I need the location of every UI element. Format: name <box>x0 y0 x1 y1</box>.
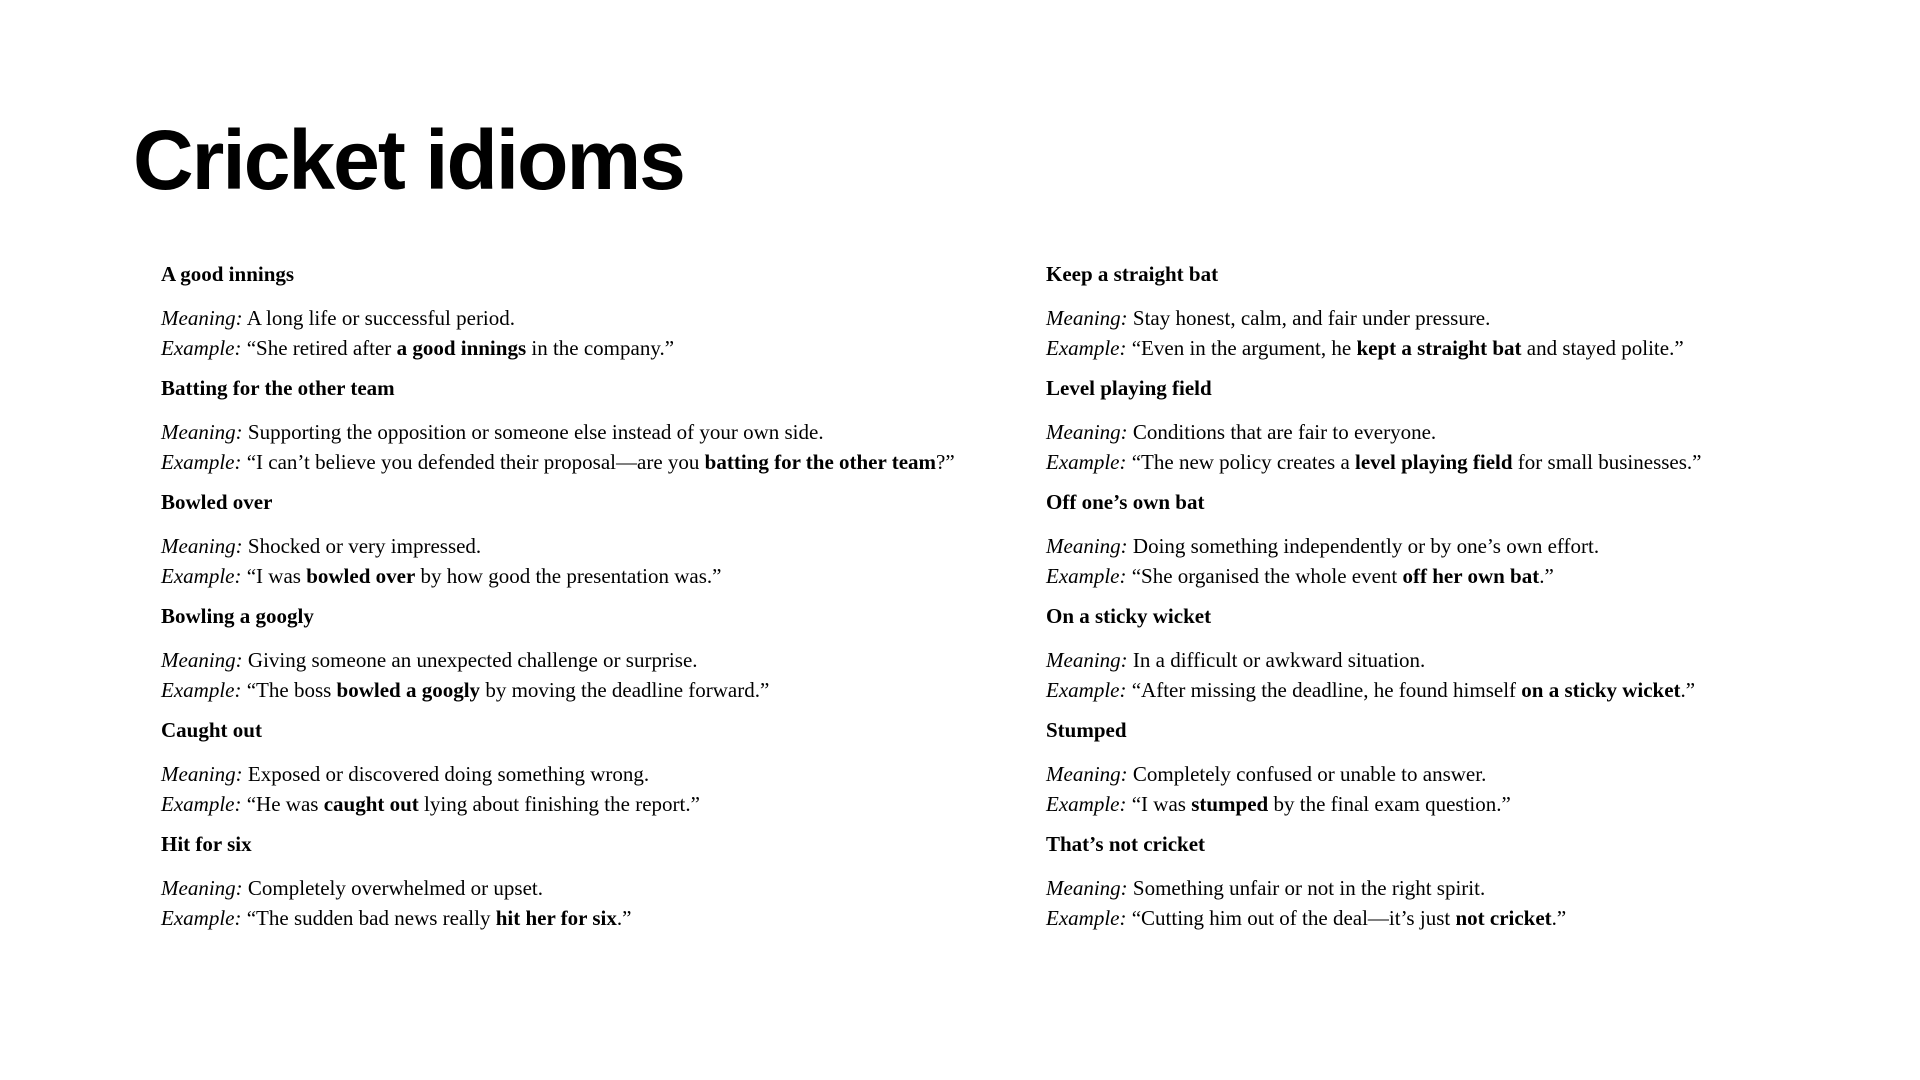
meaning-line <box>1046 873 1880 903</box>
page-title: Cricket idioms <box>133 113 684 207</box>
meaning-line <box>161 759 1046 789</box>
idiom-entry <box>1046 832 1880 933</box>
idiom-entry <box>161 718 1046 819</box>
idiom-body <box>1046 417 1880 477</box>
idiom-term: Keep a straight bat <box>1046 262 1219 286</box>
meaning-line <box>161 417 1046 447</box>
example-bold: a good innings <box>396 336 527 360</box>
idiom-entry <box>161 262 1046 363</box>
idiom-entry <box>161 490 1046 591</box>
meaning-label: Meaning: <box>161 306 243 330</box>
meaning-label: Meaning: <box>161 534 243 558</box>
example-label: Example: <box>1046 906 1127 930</box>
meaning-text: Exposed or discovered doing something wrong. <box>242 762 650 786</box>
idiom-entry <box>161 604 1046 705</box>
meaning-text: Conditions that are fair to everyone. <box>1127 420 1437 444</box>
idiom-term: Off one’s own bat <box>1046 490 1205 514</box>
meaning-label: Meaning: <box>1046 762 1128 786</box>
meaning-line <box>1046 531 1880 561</box>
idiom-term: Level playing field <box>1046 376 1212 400</box>
idiom-term: A good innings <box>161 262 295 286</box>
example-post: by how good the presentation was.” <box>415 564 722 588</box>
example-post: lying about finishing the report.” <box>418 792 700 816</box>
example-bold: bowled over <box>306 564 416 588</box>
example-label: Example: <box>161 564 242 588</box>
example-post: .” <box>1539 564 1554 588</box>
idiom-term: Bowling a googly <box>161 604 314 628</box>
example-post: and stayed polite.” <box>1521 336 1684 360</box>
idiom-entry <box>161 832 1046 933</box>
example-post: .” <box>1680 678 1696 702</box>
example-post: ?” <box>936 450 955 474</box>
idiom-body <box>161 531 1046 591</box>
idiom-entry <box>1046 376 1880 477</box>
example-pre: “She organised the whole event <box>1126 564 1403 588</box>
meaning-line <box>161 303 1046 333</box>
example-line <box>1046 447 1880 477</box>
meaning-text: Supporting the opposition or someone else instead of your own side. <box>242 420 824 444</box>
example-line <box>161 447 1046 477</box>
example-line <box>1046 675 1880 705</box>
example-post: .” <box>1551 906 1567 930</box>
idiom-body <box>1046 303 1880 363</box>
meaning-label: Meaning: <box>1046 876 1128 900</box>
example-post: for small businesses.” <box>1512 450 1702 474</box>
example-bold: kept a straight bat <box>1356 336 1522 360</box>
example-line <box>161 561 1046 591</box>
idiom-column-right <box>1046 262 1880 946</box>
example-label: Example: <box>1046 792 1127 816</box>
example-label: Example: <box>161 678 242 702</box>
idiom-term: On a sticky wicket <box>1046 604 1212 628</box>
meaning-text: Doing something independently or by one’s own effort. <box>1127 534 1600 558</box>
meaning-text: Completely confused or unable to answer. <box>1127 762 1487 786</box>
meaning-line <box>1046 303 1880 333</box>
idiom-entry <box>1046 604 1880 705</box>
example-pre: “After missing the deadline, he found himself <box>1126 678 1522 702</box>
meaning-label: Meaning: <box>1046 648 1128 672</box>
meaning-label: Meaning: <box>161 876 243 900</box>
example-line <box>1046 903 1880 933</box>
example-line <box>1046 333 1880 363</box>
meaning-label: Meaning: <box>161 762 243 786</box>
meaning-text: Shocked or very impressed. <box>242 534 482 558</box>
example-bold: batting for the other team <box>704 450 937 474</box>
example-post: .” <box>616 906 632 930</box>
idiom-body <box>161 303 1046 363</box>
example-post: in the company.” <box>526 336 675 360</box>
example-pre: “I can’t believe you defended their proposal—are you <box>241 450 705 474</box>
idiom-term: Caught out <box>161 718 262 742</box>
meaning-text: Completely overwhelmed or upset. <box>242 876 544 900</box>
example-bold: hit her for six <box>495 906 617 930</box>
example-pre: “The new policy creates a <box>1126 450 1356 474</box>
example-label: Example: <box>1046 678 1127 702</box>
example-bold: caught out <box>323 792 419 816</box>
idiom-body <box>161 645 1046 705</box>
example-line <box>161 903 1046 933</box>
example-post: by moving the deadline forward.” <box>480 678 770 702</box>
idiom-columns <box>133 262 1880 946</box>
meaning-line <box>1046 759 1880 789</box>
idiom-body <box>1046 759 1880 819</box>
example-line <box>161 675 1046 705</box>
idiom-term: That’s not cricket <box>1046 832 1206 856</box>
example-bold: level playing field <box>1355 450 1513 474</box>
idiom-body <box>1046 873 1880 933</box>
example-label: Example: <box>1046 336 1127 360</box>
idiom-column-left <box>161 262 1046 946</box>
example-line <box>1046 789 1880 819</box>
meaning-text: A long life or successful period. <box>242 306 516 330</box>
idiom-entry <box>1046 718 1880 819</box>
meaning-text: Something unfair or not in the right spirit. <box>1127 876 1486 900</box>
example-pre: “I was <box>1126 792 1192 816</box>
idiom-term: Bowled over <box>161 490 273 514</box>
idiom-body <box>161 873 1046 933</box>
example-line <box>1046 561 1880 591</box>
example-post: by the final exam question.” <box>1268 792 1511 816</box>
example-pre: “He was <box>241 792 324 816</box>
example-bold: bowled a googly <box>336 678 481 702</box>
idiom-body <box>1046 531 1880 591</box>
example-bold: not cricket <box>1455 906 1552 930</box>
meaning-label: Meaning: <box>1046 306 1128 330</box>
example-label: Example: <box>161 450 242 474</box>
idiom-entry <box>1046 262 1880 363</box>
meaning-label: Meaning: <box>1046 534 1128 558</box>
example-pre: “The boss <box>241 678 337 702</box>
idiom-term: Hit for six <box>161 832 252 856</box>
idiom-term: Stumped <box>1046 718 1127 742</box>
meaning-line <box>1046 645 1880 675</box>
example-label: Example: <box>1046 564 1127 588</box>
example-label: Example: <box>161 336 242 360</box>
meaning-line <box>161 645 1046 675</box>
meaning-text: Giving someone an unexpected challenge or surprise. <box>242 648 698 672</box>
meaning-label: Meaning: <box>161 648 243 672</box>
meaning-line <box>161 531 1046 561</box>
idiom-body <box>161 759 1046 819</box>
example-pre: “The sudden bad news really <box>241 906 496 930</box>
meaning-line <box>1046 417 1880 447</box>
example-label: Example: <box>161 792 242 816</box>
example-line <box>161 333 1046 363</box>
example-pre: “I was <box>241 564 307 588</box>
example-bold: off her own bat <box>1402 564 1540 588</box>
example-pre: “She retired after <box>241 336 397 360</box>
example-bold: stumped <box>1191 792 1269 816</box>
idiom-body <box>161 417 1046 477</box>
meaning-line <box>161 873 1046 903</box>
idiom-term: Batting for the other team <box>161 376 395 400</box>
example-bold: on a sticky wicket <box>1521 678 1681 702</box>
example-pre: “Cutting him out of the deal—it’s just <box>1126 906 1456 930</box>
idiom-entry <box>1046 490 1880 591</box>
meaning-text: Stay honest, calm, and fair under pressure. <box>1127 306 1491 330</box>
meaning-label: Meaning: <box>161 420 243 444</box>
meaning-label: Meaning: <box>1046 420 1128 444</box>
example-label: Example: <box>1046 450 1127 474</box>
example-label: Example: <box>161 906 242 930</box>
example-pre: “Even in the argument, he <box>1126 336 1357 360</box>
meaning-text: In a difficult or awkward situation. <box>1127 648 1426 672</box>
example-line <box>161 789 1046 819</box>
idiom-entry <box>161 376 1046 477</box>
idiom-body <box>1046 645 1880 705</box>
